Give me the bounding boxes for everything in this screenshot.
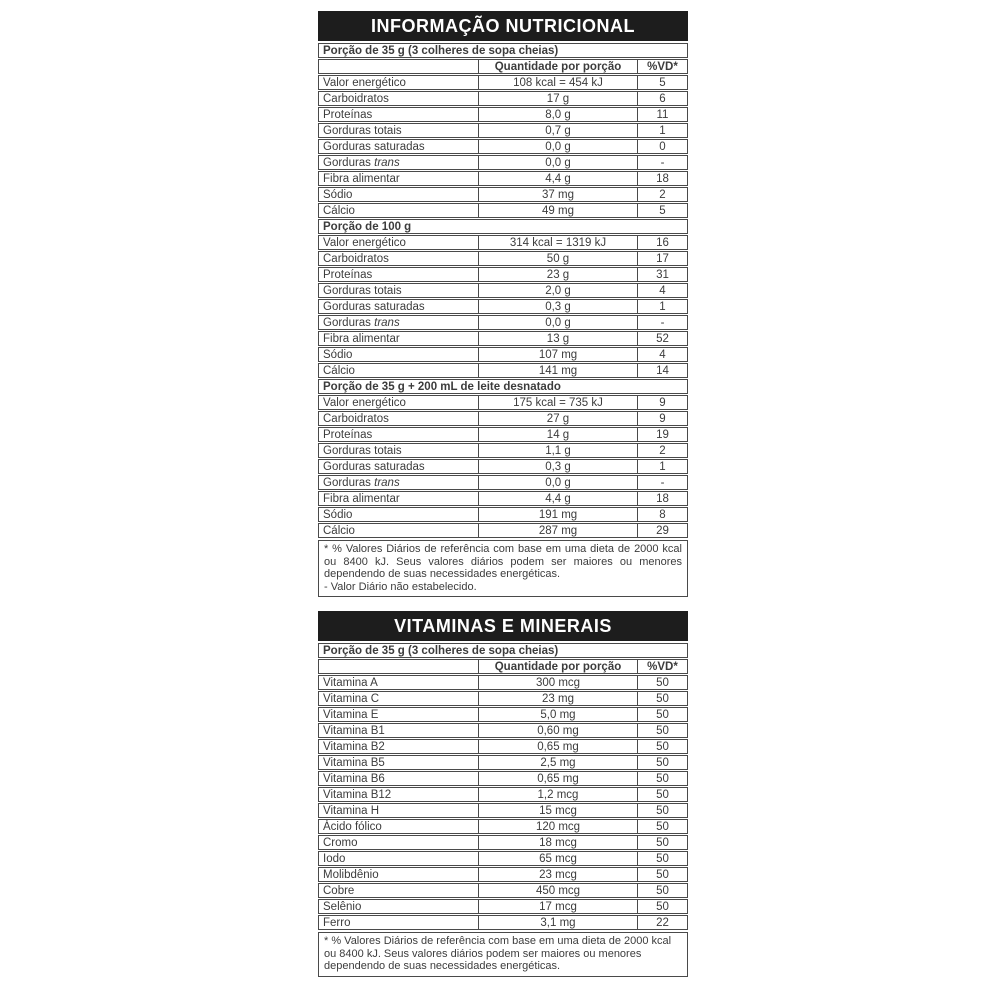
nutrient-quantity: 0,65 mg xyxy=(479,772,638,785)
nutrient-daily-value: 1 xyxy=(659,300,666,313)
nutrient-daily-value: 50 xyxy=(656,740,669,753)
nutrient-label: Vitamina B5 xyxy=(319,756,479,769)
nutrient-label: Fibra alimentar xyxy=(319,492,479,505)
nutrient-row xyxy=(318,691,688,706)
nutrient-quantity: 0,3 g xyxy=(479,460,638,473)
nutrient-label: Ácido fólico xyxy=(319,820,479,833)
nutrient-quantity: 27 g xyxy=(479,412,638,425)
nutrient-daily-value: 14 xyxy=(656,364,669,377)
nutrient-label: Molibdênio xyxy=(319,868,479,881)
nutrient-daily-value: 8 xyxy=(659,508,666,521)
nutrient-quantity: 108 kcal = 454 kJ xyxy=(479,76,638,89)
nutrient-quantity: 0,0 g xyxy=(479,316,638,329)
nutrient-label: Proteínas xyxy=(319,108,479,121)
column-header-label xyxy=(319,660,479,673)
nutrient-label: Sódio xyxy=(319,348,479,361)
nutrient-row xyxy=(318,787,688,802)
nutrient-row xyxy=(318,475,688,490)
nutrient-label: Cálcio xyxy=(319,204,479,217)
section-heading-row: Porção de 35 g + 200 mL de leite desnatado xyxy=(318,379,688,394)
nutrient-quantity: 1,1 g xyxy=(479,444,638,457)
nutrient-daily-value: 9 xyxy=(659,396,666,409)
nutrient-label: Cálcio xyxy=(319,524,479,537)
nutrient-daily-value: 50 xyxy=(656,852,669,865)
footnote-line: - Valor Diário não estabelecido. xyxy=(324,580,477,593)
nutrient-label: Fibra alimentar xyxy=(319,172,479,185)
nutrient-label: Vitamina H xyxy=(319,804,479,817)
nutrient-row xyxy=(318,459,688,474)
nutrient-row xyxy=(318,171,688,186)
nutrient-label: Proteínas xyxy=(319,428,479,441)
nutrient-row xyxy=(318,803,688,818)
nutrient-daily-value: 22 xyxy=(656,916,669,929)
section-heading-row: Porção de 35 g (3 colheres de sopa cheias) xyxy=(318,643,688,658)
nutrient-daily-value: 50 xyxy=(656,724,669,737)
nutrient-label: Sódio xyxy=(319,188,479,201)
nutrient-row xyxy=(318,123,688,138)
nutrient-row xyxy=(318,155,688,170)
nutrient-quantity: 2,0 g xyxy=(479,284,638,297)
nutrient-row xyxy=(318,139,688,154)
nutrient-row xyxy=(318,867,688,882)
nutrient-quantity: 450 mcg xyxy=(479,884,638,897)
nutrient-quantity: 18 mcg xyxy=(479,836,638,849)
nutrient-label: Gorduras trans xyxy=(319,476,479,489)
nutrient-quantity: 8,0 g xyxy=(479,108,638,121)
nutrient-row xyxy=(318,187,688,202)
nutrient-quantity: 2,5 mg xyxy=(479,756,638,769)
column-header-row xyxy=(318,59,688,74)
nutrient-row xyxy=(318,755,688,770)
nutrient-daily-value: 17 xyxy=(656,252,669,265)
nutrient-daily-value: 50 xyxy=(656,900,669,913)
nutrient-daily-value: 50 xyxy=(656,772,669,785)
nutrient-label: Proteínas xyxy=(319,268,479,281)
nutrient-label: Valor energético xyxy=(319,236,479,249)
nutrient-daily-value: 31 xyxy=(656,268,669,281)
nutrient-row xyxy=(318,771,688,786)
nutrient-row xyxy=(318,91,688,106)
nutrient-quantity: 191 mg xyxy=(479,508,638,521)
nutrient-row xyxy=(318,739,688,754)
nutrient-row xyxy=(318,675,688,690)
nutrient-quantity: 4,4 g xyxy=(479,172,638,185)
nutrient-quantity: 141 mg xyxy=(479,364,638,377)
nutrient-row xyxy=(318,427,688,442)
nutrient-daily-value: 1 xyxy=(659,124,666,137)
nutrient-daily-value: - xyxy=(660,156,665,169)
nutrient-quantity: 0,65 mg xyxy=(479,740,638,753)
nutrient-quantity: 120 mcg xyxy=(479,820,638,833)
nutrient-quantity: 17 mcg xyxy=(479,900,638,913)
nutrient-quantity: 314 kcal = 1319 kJ xyxy=(479,236,638,249)
nutrient-label: Cálcio xyxy=(319,364,479,377)
nutrient-row xyxy=(318,835,688,850)
column-header-daily-value: %VD* xyxy=(647,660,678,673)
nutrient-quantity: 3,1 mg xyxy=(479,916,638,929)
nutrient-quantity: 65 mcg xyxy=(479,852,638,865)
nutrient-row xyxy=(318,251,688,266)
nutrient-daily-value: 50 xyxy=(656,836,669,849)
nutrient-daily-value: 50 xyxy=(656,788,669,801)
nutrient-label: Ferro xyxy=(319,916,479,929)
nutrient-label: Valor energético xyxy=(319,396,479,409)
nutrient-daily-value: 2 xyxy=(659,188,666,201)
nutrient-daily-value: 2 xyxy=(659,444,666,457)
nutrition-facts-title: INFORMAÇÃO NUTRICIONAL xyxy=(318,11,688,41)
column-header-quantity: Quantidade por porção xyxy=(479,60,638,73)
nutrient-label: Vitamina B6 xyxy=(319,772,479,785)
nutrient-label: Fibra alimentar xyxy=(319,332,479,345)
nutrient-row xyxy=(318,75,688,90)
nutrition-facts-table xyxy=(318,11,688,597)
nutrition-facts-rows xyxy=(318,43,688,538)
nutrient-daily-value: 5 xyxy=(659,204,666,217)
nutrient-daily-value: 52 xyxy=(656,332,669,345)
nutrient-quantity: 0,3 g xyxy=(479,300,638,313)
nutrient-label: Cromo xyxy=(319,836,479,849)
column-header-label xyxy=(319,60,479,73)
nutrient-label: Iodo xyxy=(319,852,479,865)
nutrient-label: Carboidratos xyxy=(319,252,479,265)
nutrient-quantity: 0,7 g xyxy=(479,124,638,137)
nutrient-label: Valor energético xyxy=(319,76,479,89)
nutrient-daily-value: 50 xyxy=(656,692,669,705)
nutrient-label: Vitamina A xyxy=(319,676,479,689)
nutrient-label: Vitamina E xyxy=(319,708,479,721)
nutrient-daily-value: 29 xyxy=(656,524,669,537)
nutrient-daily-value: 50 xyxy=(656,804,669,817)
nutrient-quantity: 49 mg xyxy=(479,204,638,217)
nutrient-label: Gorduras saturadas xyxy=(319,140,479,153)
nutrient-row xyxy=(318,299,688,314)
nutrient-row xyxy=(318,851,688,866)
nutrient-quantity: 107 mg xyxy=(479,348,638,361)
nutrient-daily-value: 4 xyxy=(659,284,666,297)
nutrient-daily-value: 50 xyxy=(656,820,669,833)
nutrient-daily-value: 0 xyxy=(659,140,666,153)
nutrient-row xyxy=(318,107,688,122)
column-header-quantity: Quantidade por porção xyxy=(479,660,638,673)
nutrient-quantity: 287 mg xyxy=(479,524,638,537)
nutrient-quantity: 13 g xyxy=(479,332,638,345)
nutrient-label: Gorduras saturadas xyxy=(319,300,479,313)
vitamins-minerals-rows xyxy=(318,643,688,930)
nutrient-daily-value: 50 xyxy=(656,868,669,881)
nutrient-daily-value: 50 xyxy=(656,708,669,721)
footnote-line: * % Valores Diários de referência com base em uma dieta de 2000 kcal ou 8400 kJ. Seus valores diários podem ser maiores ou menores dependendo de suas necessidades energéticas. xyxy=(324,935,672,972)
nutrient-label: Cobre xyxy=(319,884,479,897)
vitamins-minerals-title: VITAMINAS E MINERAIS xyxy=(318,611,688,641)
nutrient-daily-value: 50 xyxy=(656,884,669,897)
column-header-daily-value: %VD* xyxy=(647,60,678,73)
nutrient-quantity: 15 mcg xyxy=(479,804,638,817)
nutrient-quantity: 175 kcal = 735 kJ xyxy=(479,396,638,409)
nutrient-row xyxy=(318,915,688,930)
nutrient-daily-value: 6 xyxy=(659,92,666,105)
nutrient-label: Gorduras totais xyxy=(319,124,479,137)
nutrient-row xyxy=(318,315,688,330)
nutrient-label: Gorduras trans xyxy=(319,316,479,329)
nutrient-quantity: 50 g xyxy=(479,252,638,265)
nutrient-quantity: 23 g xyxy=(479,268,638,281)
nutrient-quantity: 17 g xyxy=(479,92,638,105)
nutrition-facts-footnote xyxy=(318,540,688,597)
nutrient-label: Gorduras saturadas xyxy=(319,460,479,473)
nutrient-quantity: 0,0 g xyxy=(479,156,638,169)
nutrient-quantity: 0,0 g xyxy=(479,140,638,153)
nutrient-quantity: 0,0 g xyxy=(479,476,638,489)
nutrient-quantity: 300 mcg xyxy=(479,676,638,689)
nutrient-daily-value: 11 xyxy=(656,108,669,121)
nutrient-row xyxy=(318,819,688,834)
nutrient-label: Sódio xyxy=(319,508,479,521)
column-header-row xyxy=(318,659,688,674)
nutrient-daily-value: 19 xyxy=(656,428,669,441)
nutrient-daily-value: 18 xyxy=(656,172,669,185)
nutrient-daily-value: 16 xyxy=(656,236,669,249)
nutrient-label: Vitamina B2 xyxy=(319,740,479,753)
nutrient-label: Vitamina B1 xyxy=(319,724,479,737)
footnote-line: * % Valores Diários de referência com base em uma dieta de 2000 kcal ou 8400 kJ. Seus valores diários podem ser maiores ou menores dependendo de suas necessidades energéticas. xyxy=(324,543,682,580)
section-heading-row: Porção de 35 g (3 colheres de sopa cheias) xyxy=(318,43,688,58)
nutrient-label: Gorduras totais xyxy=(319,444,479,457)
section-heading-row: Porção de 100 g xyxy=(318,219,688,234)
nutrient-row xyxy=(318,283,688,298)
nutrient-row xyxy=(318,707,688,722)
nutrient-label: Carboidratos xyxy=(319,92,479,105)
nutrient-quantity: 23 mg xyxy=(479,692,638,705)
nutrient-label: Vitamina B12 xyxy=(319,788,479,801)
nutrient-daily-value: - xyxy=(660,316,665,329)
nutrient-daily-value: 50 xyxy=(656,676,669,689)
nutrient-label: Gorduras trans xyxy=(319,156,479,169)
nutrient-row xyxy=(318,235,688,250)
nutrient-daily-value: 9 xyxy=(659,412,666,425)
nutrient-label: Gorduras totais xyxy=(319,284,479,297)
nutrient-row xyxy=(318,203,688,218)
nutrient-row xyxy=(318,883,688,898)
nutrient-daily-value: 5 xyxy=(659,76,666,89)
vitamins-minerals-footnote xyxy=(318,932,688,977)
nutrient-label: Selênio xyxy=(319,900,479,913)
nutrient-quantity: 23 mcg xyxy=(479,868,638,881)
nutrient-row xyxy=(318,395,688,410)
nutrient-row xyxy=(318,523,688,538)
nutrient-row xyxy=(318,723,688,738)
nutrient-quantity: 1,2 mcg xyxy=(479,788,638,801)
nutrient-daily-value: 18 xyxy=(656,492,669,505)
nutrient-row xyxy=(318,491,688,506)
nutrient-daily-value: - xyxy=(660,476,665,489)
nutrient-daily-value: 1 xyxy=(659,460,666,473)
nutrient-row xyxy=(318,443,688,458)
nutrient-row xyxy=(318,899,688,914)
vitamins-minerals-table xyxy=(318,611,688,977)
nutrient-quantity: 14 g xyxy=(479,428,638,441)
nutrient-row xyxy=(318,347,688,362)
nutrient-label: Vitamina C xyxy=(319,692,479,705)
nutrient-daily-value: 4 xyxy=(659,348,666,361)
nutrient-row xyxy=(318,331,688,346)
nutrient-quantity: 0,60 mg xyxy=(479,724,638,737)
nutrient-row xyxy=(318,507,688,522)
nutrient-daily-value: 50 xyxy=(656,756,669,769)
nutrient-quantity: 37 mg xyxy=(479,188,638,201)
nutrient-quantity: 5,0 mg xyxy=(479,708,638,721)
nutrient-row xyxy=(318,363,688,378)
nutrient-quantity: 4,4 g xyxy=(479,492,638,505)
nutrient-row xyxy=(318,267,688,282)
nutrient-row xyxy=(318,411,688,426)
nutrient-label: Carboidratos xyxy=(319,412,479,425)
